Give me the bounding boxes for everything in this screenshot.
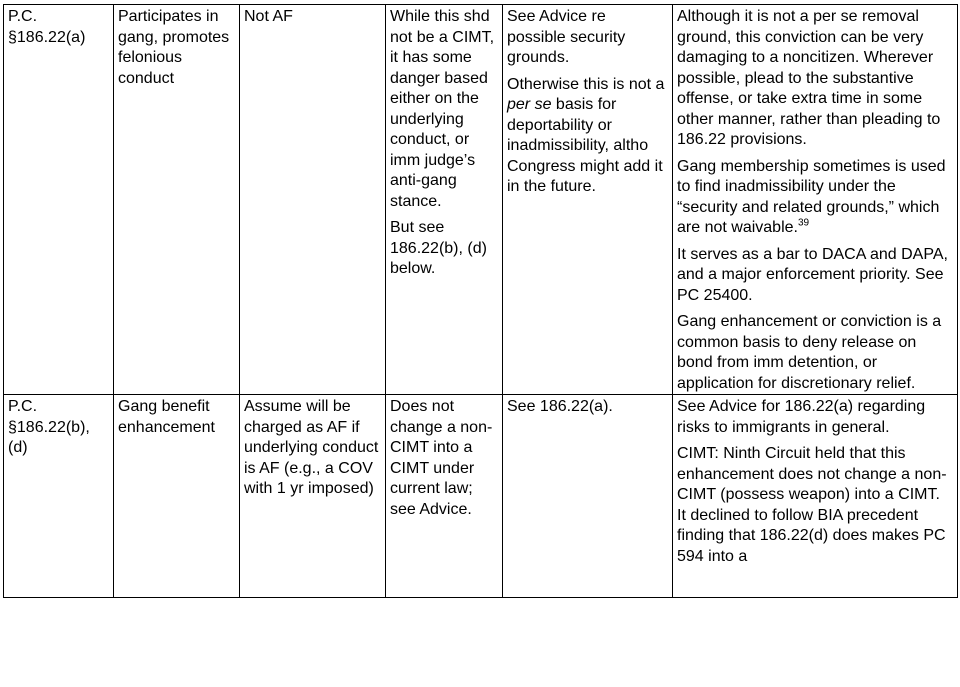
cimt-paragraph: But see 186.22(b), (d) below. (390, 219, 487, 277)
other-paragraph (507, 75, 668, 198)
af-text: Assume will be charged as AF if underlying conduct is AF (e.g., a COV with 1 yr imposed) (244, 398, 379, 497)
af-cell (240, 5, 386, 395)
offense-cell (114, 5, 240, 395)
offense-chart-table (3, 4, 958, 598)
footnote-ref: 39 (797, 217, 810, 229)
table-row (4, 395, 958, 598)
offense-text: Participates in gang, promotes felonious conduct (118, 8, 230, 87)
advice-paragraph: Although it is not a per se removal ground, this conviction can be very damaging to a noncitizen. Wherever possible, plead to the substantive offense, or take extra time in some other manner, rather than pleading to 186.22 provisions. (677, 8, 941, 148)
other-grounds-cell (503, 395, 673, 598)
advice-cell (673, 395, 958, 598)
other-grounds-cell (503, 5, 673, 395)
code-text: P.C. §186.22(a) (8, 8, 86, 46)
other-text: Otherwise this is not a (507, 75, 665, 93)
advice-paragraph: CIMT: Ninth Circuit held that this enhancement does not change a non-CIMT (possess weapon) into a CIMT. It declined to follow BIA precedent finding that 186.22(d) does makes PC 594 into a (677, 445, 947, 565)
other-text: See 186.22(a). (507, 398, 613, 415)
cimt-cell (386, 5, 503, 395)
advice-paragraph: See Advice for 186.22(a) regarding risks to immigrants in general. (677, 398, 926, 436)
code-text: P.C. §186.22(b), (d) (8, 398, 90, 456)
advice-cell (673, 5, 958, 395)
table-row (4, 5, 958, 395)
af-text: Not AF (244, 8, 293, 25)
af-cell (240, 395, 386, 598)
cimt-text: Does not change a non-CIMT into a CIMT under current law; see Advice. (390, 398, 493, 518)
offense-text: Gang benefit enhancement (118, 398, 215, 436)
code-cell (4, 5, 114, 395)
other-paragraph: See Advice re possible security grounds. (507, 8, 626, 66)
cimt-paragraph: While this shd not be a CIMT, it has some danger based either on the underlying conduct, or imm judge’s anti-gang stance. (390, 8, 495, 210)
advice-paragraph (677, 157, 953, 239)
advice-text: Gang membership sometimes is used to find inadmissibility under the “security and related grounds,” which are not waivable. (677, 157, 946, 236)
cimt-cell (386, 395, 503, 598)
emphasis-text: per se (507, 96, 552, 113)
offense-cell (114, 395, 240, 598)
advice-paragraph: Gang enhancement or conviction is a common basis to deny release on bond from imm detention, or application for discretionary relief. (677, 313, 942, 392)
advice-paragraph: It serves as a bar to DACA and DAPA, and a major enforcement priority. See PC 25400. (677, 245, 948, 304)
other-text: basis for deportability or inadmissibility, altho Congress might add it in the future. (507, 96, 663, 195)
code-cell (4, 395, 114, 598)
